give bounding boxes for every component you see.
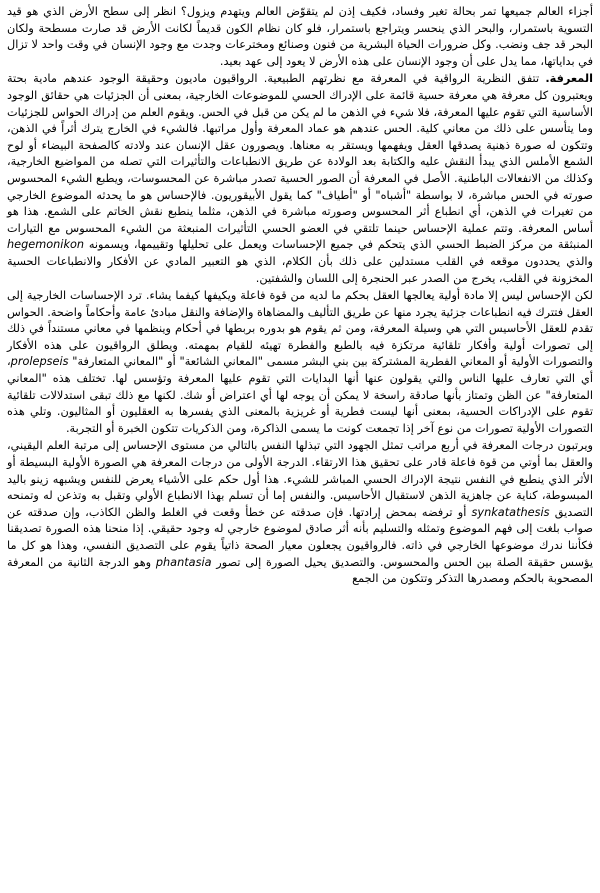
paragraph-world-change bbox=[7, 4, 593, 70]
paragraph-knowledge-degrees bbox=[7, 438, 593, 587]
paragraph-common-notions bbox=[7, 288, 593, 437]
paragraph-text: تتفق النظرية الرواقية في المعرفة مع نظرتهم الطبيعية. الرواقيون ماديون وحقيقة الوجود عندهم مادية بحتة ويعتبرون كل معرفة هي معرفة حسية قائمة على الإدراك الحسي للموضوعات الخارجية، بمعنى أن الجزئيات هي حقائق الوجود الأساسية التي تقوم عليها المعرفة، فلا شيء في الذهن ما لم يكن من قبل في الحس. ويقوم العلم من إدراك الحواس للجزئيات وما يتأسس على ذلك من معاني كلية. الحس عندهم هو عماد المعرفة وأول مراتبها. فالشيء في الخارج يترك أثراً في الذهن، وتتكون له صورة ذهنية يصدقها العقل ويفهمها ويستقر به معناها. ويصورون عقل الإنسان عند ولادته كالصفحة البيضاء أو لوح الشمع الأملس الذي يبدأ النقش عليه والكتابة بعد الولادة عن طريق الانطباعات والتأثيرات التي تصله من المواضيع الخارجية، وكذلك من الانفعالات الباطنية. الأصل في المعرفة أن الصور الحسية تصدر مباشرة عن المحسوسات، ويطبع الشيء المحسوس صورته في الحس مباشرة، لا بواسطة "أشباه" أو "أطياف" كما يقول الأبيقوريون. فالإحساس هو ما يحدثه الموضوع الخارجي من تغيرات في الذهن، أي انطباع أثر المحسوس وصورته مباشرة في الذهن، مثلما ينطبع نقش الخاتم على الشمع. هذا هو أساس المعرفة. وتتم عملية الإحساس حينما تلتقي في العضو الحسي التأثيرات المنبعثة من الشيء المحسوس مع التيارات المنبثقة من مركز الضبط الحسي الذي يتحكم في جميع الإحساسات ويعمل على تحليلها وتقييمها، ويسمونه bbox=[7, 72, 593, 252]
paragraph-text-continued: أو ترفضه بمحض إرادتها. فإن صدقته عن خطأ وقعت في الغلط والظن الكاذب، وإن صدقته عن صواب بلغت إلى فهم الموضوع وتمثله والتسليم بأنه أثر صادق لموضوع خارجي له وجود حقيقي. إذا منحنا هذه الصورة تصديقنا فكأننا ندرك موضوعها الخارجي في ذاته. فالرواقيون يجعلون معيار الصحة ذاتياً يقوم على التصديق النفسي، وهذا هو كل ما يؤسس حقيقة الصلة بين الحس والمحسوس. والتصديق يحيل الصورة إلى تصور bbox=[7, 505, 594, 569]
paragraph-text: لكن الإحساس ليس إلا مادة أولية يعالجها العقل بحكم ما لديه من قوة فاعلة ويكيفها كيفما يشاء. ترد الإحساسات الخارجية إلى العقل فتترك فيه انطباعات جزئية يجرد منها عن طريق التأليف والمضاهاة والإضافة والنقل مبادئ عامة وأحكاماً واضحة. الحواس تقدم للعقل الأحاسيس التي هي وسيلة المعرفة، ومن ثم يقوم هو بدوره بربطها في أحكام وينظمها في معاني مستنداً في ذلك إلى تصورات أولية وأفكار تلقائية مرتكزة فيه بالطبع والفطرة تهيئه للقيام بمهمته. ويطلق الرواقيون على هذه الأفكار والتصورات الأولية أو المعاني الفطرية المشتركة بين بني البشر مسمى "المعاني الشائعة" أو "المعاني المتعارفة" bbox=[7, 289, 593, 369]
latin-term-hegemonikon: hegemonikon bbox=[7, 238, 85, 252]
paragraph-text: ويرتبون درجات المعرفة في أربع مراتب تمثل الجهود التي تبذلها النفس بالتالي من مستوى الإحساس إلى مرتبة العلم اليقيني، والعقل بما أوتي من قوة فاعلة قادر على تحقيق هذا الارتقاء. الدرجة الأولى من درجات المعرفة هي الصورة الأولية البسيطة أو الأثر الذي ينطبع في النفس نتيجة الإدراك الحسي المباشر للشيء. هذا أول حكم على الأشياء يعرض للنفس ويشبهه زينو باليد المبسوطة، كناية عن جاهزية الذهن لاستقبال الأحاسيس. والنفس إما أن تسلم بهذا الانطباع الأولي وتقبل به وتذعن له وتمنحه التصديق bbox=[7, 439, 593, 519]
section-term-knowledge: المعرفة. bbox=[545, 72, 593, 86]
paragraph-text-continued: ، أي التي تعارف عليها الناس والتي يقولون عنها أنها البدايات التي تقوم عليها المعرفة وتؤسس لها. تختلف هذه "المعاني المتعارفة" عن الظن وتمتاز بأنها صادقة راسخة لا يمكن أن يوجه لها أي اعتراض أو شك. لكنها مع ذلك تبقى استدلالات تلقائية تقوم على الإدراكات الحسية، بمعنى أنها ليست فطرية أو غريزية بالمعنى الذي يفسرها به العقليون أو المثاليون. وتلي هذه التصورات الأولية تصورات من نوع آخر إذا تجمعت كونت ما يسمى الذاكرة، ومن الذكريات تتكون الخبرة أو التجربة. bbox=[7, 355, 593, 435]
latin-term-synkatathesis: synkatathesis bbox=[471, 505, 550, 519]
paragraph-text: أجزاء العالم جميعها تمر بحالة تغير وفساد، فكيف إذن لم يتقوّض العالم ويتهدم ويزول؟ انظر إلى سطح الأرض الذي هو قيد التسوية باستمرار، والبحر الذي ينحسر ويتراجع باستمرار، فلو كان نظام الكون قديماً لكانت الأرض قد صارت مسطحة ولكان البحر قد جف ونضب. وكل ضرورات الحياة البشرية من فنون وصنائع ومخترعات وجدت مع وجود الإنسان في وقت واحد لا تزال في بداياتها، مما يدل على أن وجود الإنسان على هذه الأرض لا يعود إلى عهد بعيد. bbox=[7, 5, 593, 68]
latin-term-prolepseis: prolepseis bbox=[10, 355, 69, 369]
paragraph-text-final: وهو الدرجة الثانية من المعرفة المصحوبة بالحكم ومصدرها التذكر وتتكون من الجمع bbox=[7, 555, 593, 586]
latin-term-phantasia: phantasia bbox=[155, 555, 212, 569]
paragraph-text-continued: والذي يحددون موقعه في القلب مستدلين على ذلك بأن الكلام، الذي هو التعبير المادي عن الأفكار والانطباعات الحسية المخزونة في القلب، يخرج من الصدر عبر الحنجرة إلى اللسان والشفتين. bbox=[7, 254, 593, 285]
paragraph-knowledge-theory bbox=[7, 71, 593, 287]
